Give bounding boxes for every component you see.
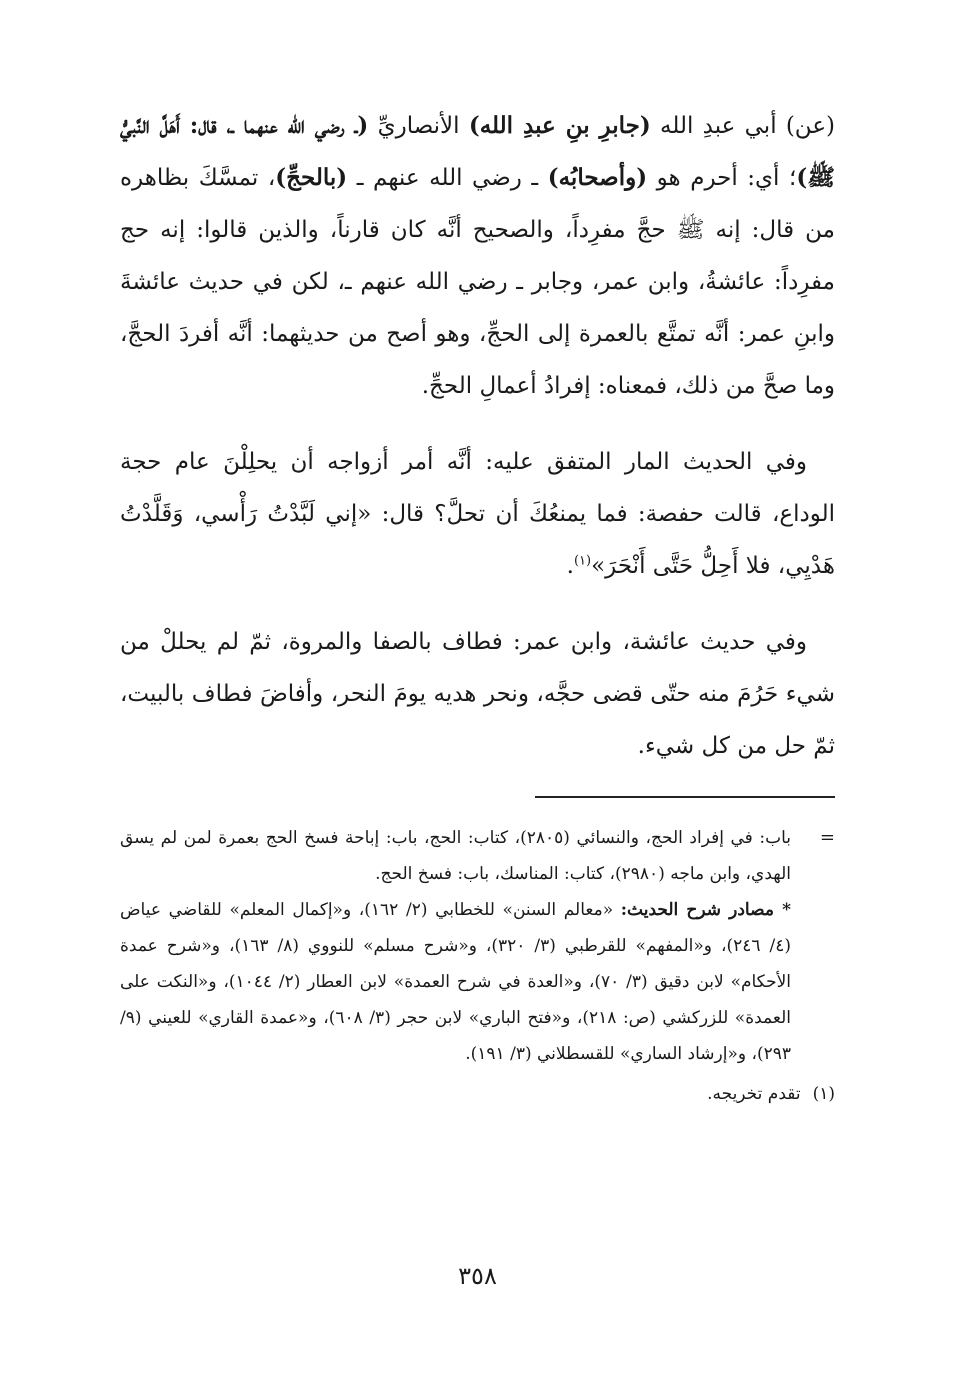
- bold-span: (بالحجِّ): [275, 164, 348, 191]
- text-span: وفي حديث عائشة، وابن عمر: فطاف بالصفا والمروة، ثمّ لم يحللْ من شيء حَرُمَ منه حتّى قضى حجَّه، ونحر هديه يومَ النحر، وأفاضَ فطاف بالبيت، ثمّ حل من كل شيء.: [120, 629, 835, 759]
- page-body: [120, 100, 835, 1380]
- continuation-mark: =: [819, 827, 835, 848]
- footnote-continuation: باب: في إفراد الحج، والنسائي (٢٨٠٥)، كتاب: الحج، باب: إباحة فسخ الحج بعمرة لمن لم يسق الهدي، وابن ماجه (٢٩٨٠)، كتاب: المناسك، باب: فسخ الحج.: [120, 828, 791, 884]
- footnote-1: [120, 1076, 835, 1112]
- text-span: (عن) أبي عبدِ الله: [650, 113, 836, 139]
- footnotes: [120, 820, 835, 1072]
- text-span: ، تمسَّكَ بظاهره من قال: إنه ﷺ حجَّ مفرِداً، والصحيح أنَّه كان قارناً، والذين قالوا: إنه حج مفرِداً: عائشةُ، وابن عمر، وجابر ـ رضي الله عنهم ـ، لكن في حديث عائشةَ وابنِ عمر: أنَّه تمتَّع بالعمرة إلى الحجِّ، وهو أصح من حديثهما: أنَّه أفردَ الحجَّ، وما صحَّ من ذلك، فمعناه: إفرادُ أعمالِ الحجِّ.: [120, 165, 835, 399]
- text-span: ـ رضي الله عنهم ـ: [347, 165, 548, 191]
- text-span: ؛ أي: أحرم هو: [647, 165, 797, 191]
- main-paragraph-3: [120, 616, 835, 772]
- text-span: وفي الحديث المار المتفق عليه: أنَّه أمر أزواجه أن يحلِلْنَ عام حجة الوداع، قالت حفصة: فما يمنعُكَ أن تحلَّ؟ قال: «إني لَبَّدْتُ رَأْسي، وَقَلَّدْتُ هَدْيِي، فلا أَحِلُّ حَتَّى أَنْحَرَ»: [120, 449, 835, 579]
- bold-span: (جابرِ بنِ عبدِ الله): [468, 112, 651, 139]
- page-number: ٣٥٨: [458, 1262, 497, 1290]
- footnote-number: (١): [812, 1084, 835, 1104]
- main-paragraph-1: [120, 100, 835, 412]
- text-span: الأنصاريِّ: [368, 113, 469, 139]
- sources-text: «معالم السنن» للخطابي (٢/ ١٦٢)، و«إكمال المعلم» للقاضي عياض (٤/ ٢٤٦)، و«المفهم» للقرطبي (٣/ ٣٢٠)، و«شرح مسلم» للنووي (٨/ ١٦٣)، و«شرح عمدة الأحكام» لابن دقيق (٣/ ٧٠)، و«العدة في شرح العمدة» لابن العطار (٢/ ١٠٤٤)، و«النكت على العمدة» للزركشي (ص: ٢١٨)، و«فتح الباري» لابن حجر (٣/ ٦٠٨)، و«عمدة القاري» للعيني (٩/ ٢٩٣)، و«إرشاد الساري» للقسطلاني (٣/ ١٩١).: [120, 900, 791, 1064]
- footnote-separator: [535, 796, 835, 798]
- footnote-reference[interactable]: (١): [573, 553, 592, 569]
- main-paragraph-2: [120, 436, 835, 592]
- footnote-text: تقدم تخريجه.: [707, 1084, 801, 1104]
- bold-span: (ـ رضي الله عنهما ـ، قال: أَهَلَّ النَّبيُّ ﷺ): [120, 112, 835, 191]
- text-span: .: [566, 553, 574, 579]
- sources-label: * مصادر شرح الحديث:: [620, 900, 791, 920]
- sources-note: [120, 892, 791, 1072]
- bold-span: (وأصحابُه): [547, 164, 648, 191]
